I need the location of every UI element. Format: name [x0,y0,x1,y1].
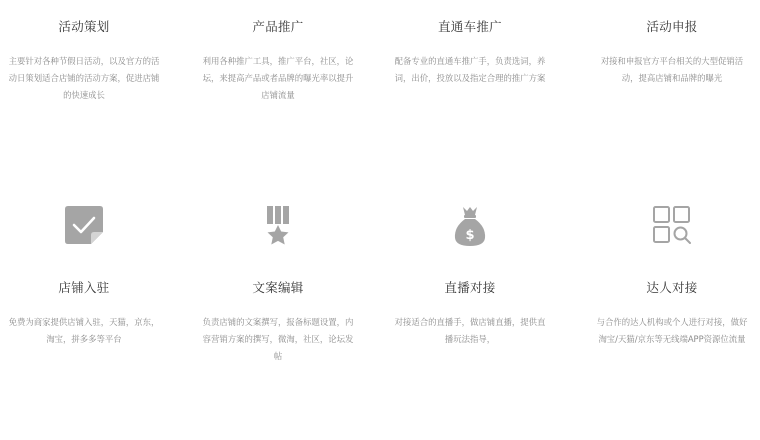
service-description: 利用各种推广工具，推广平台，社区，论坛，来提高产品或者品牌的曝光率以提升店铺流量 [202,56,354,100]
service-description: 配备专业的直通车推广手，负责选词，养词，出价，投放以及指定合理的推广方案 [394,56,546,83]
service-title: 直通车推广 [437,19,502,34]
money-bag-icon [385,205,555,247]
service-title: 活动申报 [646,19,698,34]
service-title: 活动策划 [58,19,110,34]
service-title: 文案编辑 [252,280,304,295]
service-description: 免费为商家提供店铺入驻，天猫，京东，淘宝，拼多多等平台 [8,317,160,344]
service-title: 产品推广 [252,19,304,34]
service-description: 对接和申报官方平台相关的大型促销活动，提高店铺和品牌的曝光 [600,56,744,83]
service-title: 直播对接 [444,280,496,295]
grid-search-icon [587,205,757,247]
service-description: 主要针对各种节假日活动，以及官方的活动日策划适合店铺的活动方案，促进店铺的快速成长 [8,56,160,100]
medal-icon [193,205,363,247]
edit-check-icon [0,205,169,247]
service-title: 店铺入驻 [58,280,110,295]
service-description: 负责店铺的文案撰写，报备标题设置，内容营销方案的撰写，微淘，社区，论坛发帖 [202,317,354,361]
service-description: 对接适合的直播手，做店铺直播，提供直播玩法指导， [394,317,546,344]
service-description: 与合作的达人机构或个人进行对接，做好淘宝/天猫/京东等无线端APP资源位流量 [596,317,748,344]
svg-text:$: $ [465,228,475,243]
service-title: 达人对接 [646,280,698,295]
